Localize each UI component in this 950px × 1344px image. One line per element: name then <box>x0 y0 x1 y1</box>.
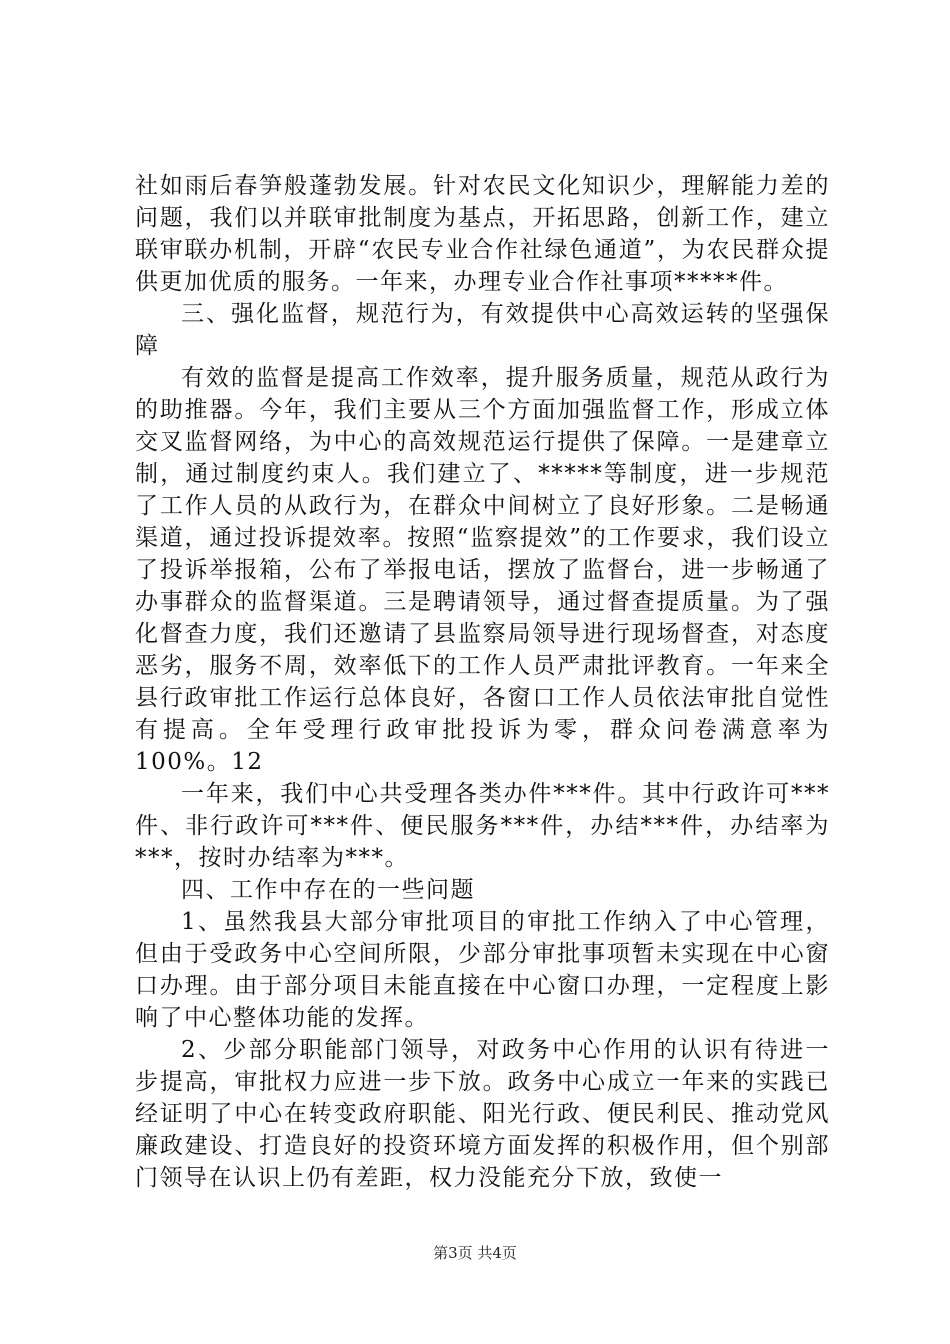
paragraph-1: 社如雨后春笋般蓬勃发展。针对农民文化知识少，理解能力差的问题，我们以并联审批制度为基点，开拓思路，创新工作，建立联审联办机制，开辟“农民专业合作社绿色通道”，为农民群众提供更加优质的服务。一年来，办理专业合作社事项*****件。 <box>135 173 830 295</box>
problem-item-1: 1、虽然我县大部分审批项目的审批工作纳入了中心管理，但由于受政务中心空间所限，少部分审批事项暂未实现在中心窗口办理。由于部分项目未能直接在中心窗口办理，一定程度上影响了中心整体功能的发挥。 <box>135 909 830 1031</box>
problem-item-2: 2、少部分职能部门领导，对政务中心作用的认识有待进一步提高，审批权力应进一步下放。政务中心成立一年来的实践已经证明了中心在转变政府职能、阳光行政、便民利民、推动党风廉政建设、打造良好的投资环境方面发挥的积极作用，但个别部门领导在认识上仍有差距，权力没能充分下放，致使一 <box>135 1037 830 1191</box>
page-footer: 第3页 共4页 <box>433 1244 517 1262</box>
section-heading-4: 四、工作中存在的一些问题 <box>181 877 475 903</box>
paragraph-statistics: 一年来，我们中心共受理各类办件***件。其中行政许可***件、非行政许可***件、便民服务***件，办结***件，办结率为***，按时办结率为***。 <box>135 781 830 871</box>
paragraph-supervision: 有效的监督是提高工作效率，提升服务质量，规范从政行为的助推器。今年，我们主要从三个方面加强监督工作，形成立体交叉监督网络，为中心的高效规范运行提供了保障。一是建章立制，通过制度约束人。我们建立了、*****等制度，进一步规范了工作人员的从政行为，在群众中间树立了良好形象。二是畅通渠道，通过投诉提效率。按照“监察提效”的工作要求，我们设立了投诉举报箱，公布了举报电话，摆放了监督台，进一步畅通了办事群众的监督渠道。三是聘请领导，通过督查提质量。为了强化督查力度，我们还邀请了县监察局领导进行现场督查，对态度恶劣，服务不周，效率低下的工作人员严肃批评教育。一年来全县行政审批工作运行总体良好，各窗口工作人员依法审批自觉性有提高。全年受理行政审批投诉为零，群众问卷满意率为100%。12 <box>135 365 830 775</box>
document-body <box>135 170 830 1194</box>
section-heading-3: 三、强化监督，规范行为，有效提供中心高效运转的坚强保障 <box>135 301 830 359</box>
